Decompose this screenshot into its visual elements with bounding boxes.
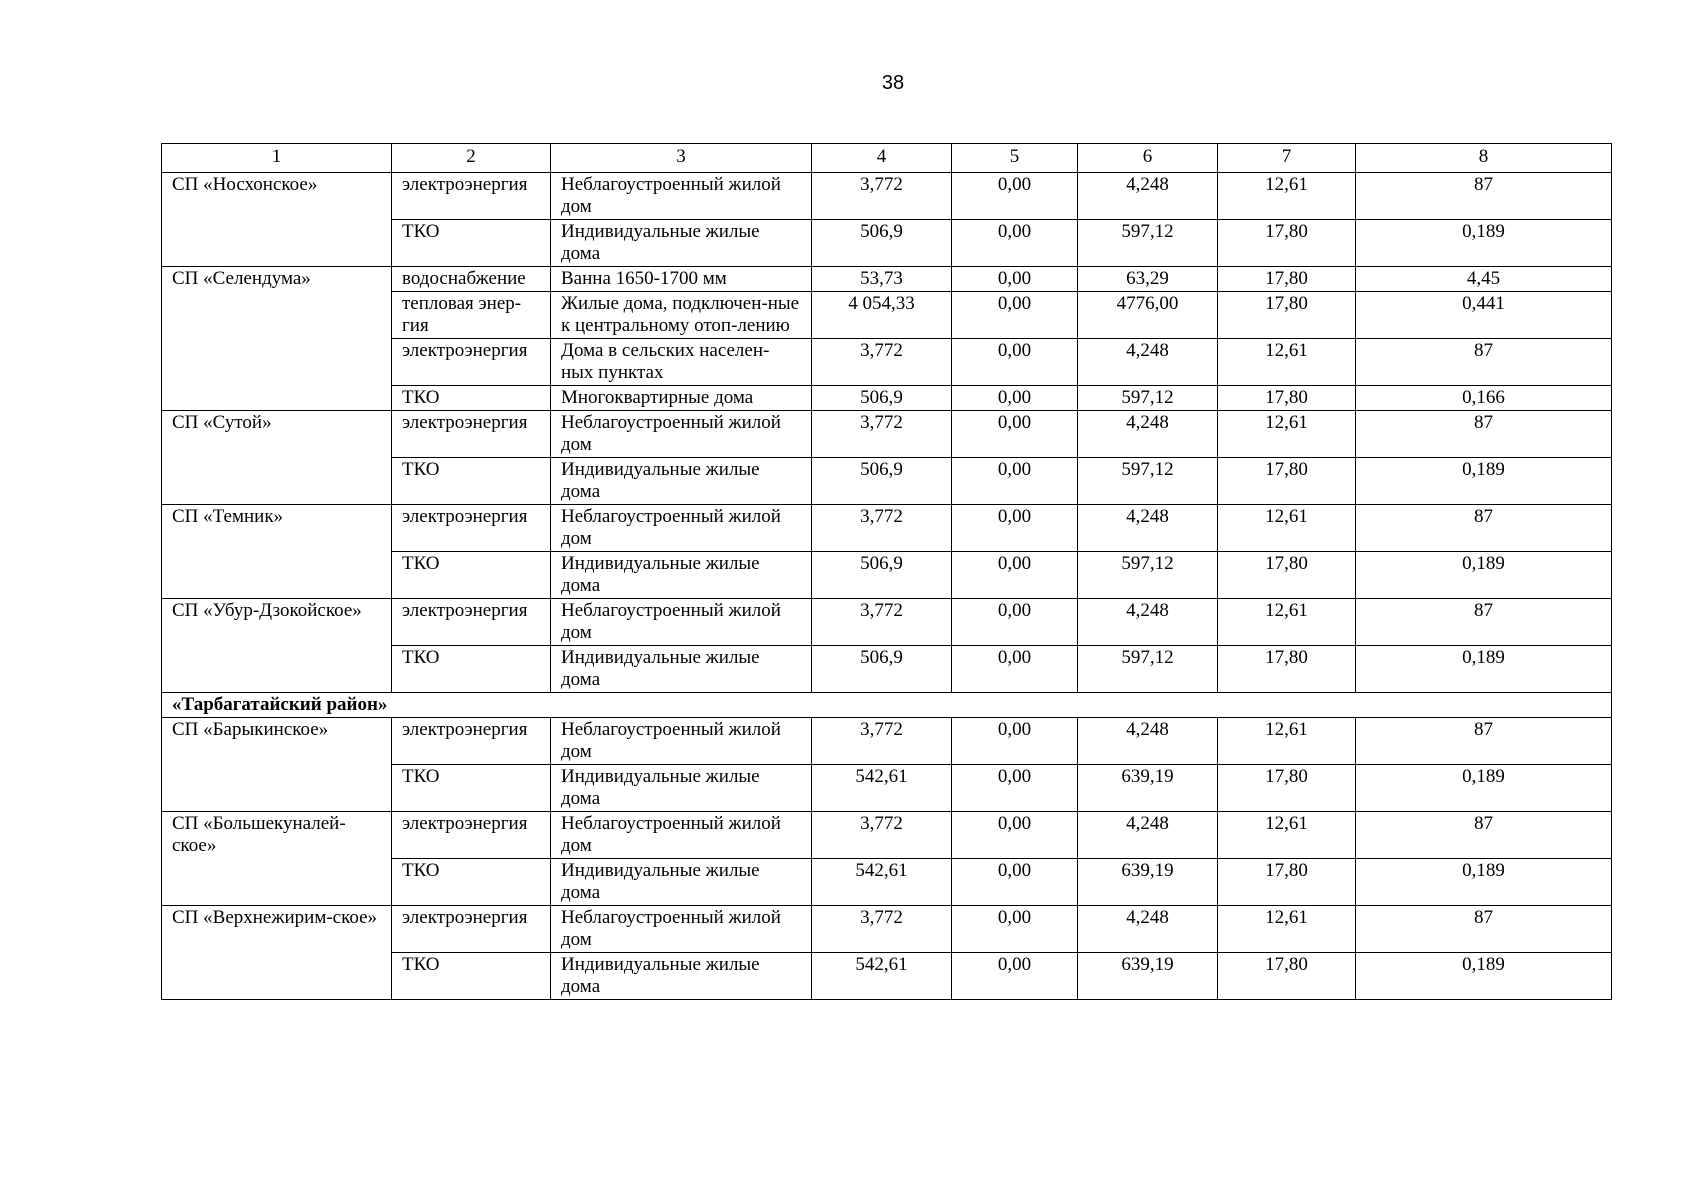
object-cell: Индивидуальные жилые дома bbox=[551, 646, 812, 693]
value-cell-c6: 639,19 bbox=[1078, 859, 1218, 906]
header-cell: 2 bbox=[392, 144, 551, 173]
header-cell: 6 bbox=[1078, 144, 1218, 173]
value-cell-c4: 542,61 bbox=[812, 765, 952, 812]
settlement-cell: СП «Селендума» bbox=[162, 267, 392, 411]
settlement-cell: СП «Верхнежирим-ское» bbox=[162, 906, 392, 1000]
value-cell-c6: 639,19 bbox=[1078, 953, 1218, 1000]
object-cell: Индивидуальные жилые дома bbox=[551, 765, 812, 812]
value-cell-c6: 4,248 bbox=[1078, 599, 1218, 646]
object-cell: Индивидуальные жилые дома bbox=[551, 220, 812, 267]
value-cell-c5: 0,00 bbox=[952, 552, 1078, 599]
value-cell-c8: 87 bbox=[1356, 173, 1612, 220]
value-cell-c7: 17,80 bbox=[1218, 386, 1356, 411]
value-cell-c6: 4,248 bbox=[1078, 906, 1218, 953]
resource-cell: ТКО bbox=[392, 386, 551, 411]
header-cell: 3 bbox=[551, 144, 812, 173]
value-cell-c4: 542,61 bbox=[812, 953, 952, 1000]
settlement-cell: СП «Большекуналей-ское» bbox=[162, 812, 392, 906]
value-cell-c5: 0,00 bbox=[952, 718, 1078, 765]
value-cell-c5: 0,00 bbox=[952, 599, 1078, 646]
object-cell: Жилые дома, подключен-ные к центральному отоп-лению bbox=[551, 292, 812, 339]
value-cell-c8: 87 bbox=[1356, 718, 1612, 765]
value-cell-c4: 3,772 bbox=[812, 505, 952, 552]
object-cell: Многоквартирные дома bbox=[551, 386, 812, 411]
resource-cell: электроэнергия bbox=[392, 812, 551, 859]
resource-cell: ТКО bbox=[392, 458, 551, 505]
table-row bbox=[162, 599, 1612, 646]
value-cell-c5: 0,00 bbox=[952, 859, 1078, 906]
resource-cell: электроэнергия bbox=[392, 505, 551, 552]
table-row bbox=[162, 411, 1612, 458]
object-cell: Неблагоустроенный жилой дом bbox=[551, 505, 812, 552]
resource-cell: электроэнергия bbox=[392, 411, 551, 458]
resource-cell: электроэнергия bbox=[392, 906, 551, 953]
object-cell: Неблагоустроенный жилой дом bbox=[551, 599, 812, 646]
value-cell-c4: 3,772 bbox=[812, 718, 952, 765]
value-cell-c6: 597,12 bbox=[1078, 552, 1218, 599]
value-cell-c4: 3,772 bbox=[812, 173, 952, 220]
value-cell-c5: 0,00 bbox=[952, 505, 1078, 552]
table-row bbox=[162, 267, 1612, 292]
value-cell-c8: 0,189 bbox=[1356, 552, 1612, 599]
value-cell-c6: 597,12 bbox=[1078, 458, 1218, 505]
settlement-cell: СП «Темник» bbox=[162, 505, 392, 599]
value-cell-c8: 0,441 bbox=[1356, 292, 1612, 339]
value-cell-c4: 3,772 bbox=[812, 906, 952, 953]
value-cell-c6: 597,12 bbox=[1078, 386, 1218, 411]
value-cell-c5: 0,00 bbox=[952, 220, 1078, 267]
table-row bbox=[162, 718, 1612, 765]
header-row bbox=[162, 144, 1612, 173]
value-cell-c6: 4,248 bbox=[1078, 339, 1218, 386]
resource-cell: электроэнергия bbox=[392, 718, 551, 765]
value-cell-c4: 3,772 bbox=[812, 339, 952, 386]
resource-cell: электроэнергия bbox=[392, 339, 551, 386]
object-cell: Индивидуальные жилые дома bbox=[551, 953, 812, 1000]
value-cell-c8: 87 bbox=[1356, 505, 1612, 552]
value-cell-c7: 12,61 bbox=[1218, 906, 1356, 953]
value-cell-c7: 17,80 bbox=[1218, 859, 1356, 906]
value-cell-c4: 3,772 bbox=[812, 411, 952, 458]
value-cell-c4: 53,73 bbox=[812, 267, 952, 292]
value-cell-c7: 12,61 bbox=[1218, 173, 1356, 220]
value-cell-c8: 0,189 bbox=[1356, 220, 1612, 267]
resource-cell: ТКО bbox=[392, 646, 551, 693]
value-cell-c4: 506,9 bbox=[812, 386, 952, 411]
object-cell: Индивидуальные жилые дома bbox=[551, 859, 812, 906]
section-row bbox=[162, 693, 1612, 718]
table-row bbox=[162, 505, 1612, 552]
value-cell-c6: 4,248 bbox=[1078, 505, 1218, 552]
value-cell-c7: 12,61 bbox=[1218, 718, 1356, 765]
value-cell-c8: 87 bbox=[1356, 906, 1612, 953]
value-cell-c8: 87 bbox=[1356, 812, 1612, 859]
value-cell-c4: 506,9 bbox=[812, 458, 952, 505]
object-cell: Неблагоустроенный жилой дом bbox=[551, 173, 812, 220]
settlement-cell: СП «Убур-Дзокойское» bbox=[162, 599, 392, 693]
value-cell-c6: 4,248 bbox=[1078, 812, 1218, 859]
value-cell-c7: 17,80 bbox=[1218, 458, 1356, 505]
resource-cell: ТКО bbox=[392, 765, 551, 812]
header-cell: 7 bbox=[1218, 144, 1356, 173]
value-cell-c7: 17,80 bbox=[1218, 267, 1356, 292]
value-cell-c6: 4776,00 bbox=[1078, 292, 1218, 339]
value-cell-c5: 0,00 bbox=[952, 906, 1078, 953]
value-cell-c4: 506,9 bbox=[812, 220, 952, 267]
settlement-cell: СП «Сутой» bbox=[162, 411, 392, 505]
value-cell-c5: 0,00 bbox=[952, 267, 1078, 292]
object-cell: Индивидуальные жилые дома bbox=[551, 458, 812, 505]
value-cell-c8: 0,166 bbox=[1356, 386, 1612, 411]
value-cell-c4: 542,61 bbox=[812, 859, 952, 906]
settlement-cell: СП «Барыкинское» bbox=[162, 718, 392, 812]
table-row bbox=[162, 906, 1612, 953]
object-cell: Дома в сельских населен-ных пунктах bbox=[551, 339, 812, 386]
value-cell-c6: 4,248 bbox=[1078, 173, 1218, 220]
section-title: «Тарбагатайский район» bbox=[162, 693, 1612, 718]
value-cell-c5: 0,00 bbox=[952, 458, 1078, 505]
value-cell-c6: 4,248 bbox=[1078, 411, 1218, 458]
resource-cell: ТКО bbox=[392, 220, 551, 267]
object-cell: Неблагоустроенный жилой дом bbox=[551, 812, 812, 859]
object-cell: Неблагоустроенный жилой дом bbox=[551, 411, 812, 458]
value-cell-c5: 0,00 bbox=[952, 386, 1078, 411]
value-cell-c8: 87 bbox=[1356, 599, 1612, 646]
header-cell: 1 bbox=[162, 144, 392, 173]
value-cell-c5: 0,00 bbox=[952, 812, 1078, 859]
value-cell-c6: 639,19 bbox=[1078, 765, 1218, 812]
value-cell-c8: 87 bbox=[1356, 339, 1612, 386]
value-cell-c8: 87 bbox=[1356, 411, 1612, 458]
header-cell: 8 bbox=[1356, 144, 1612, 173]
value-cell-c5: 0,00 bbox=[952, 339, 1078, 386]
value-cell-c6: 597,12 bbox=[1078, 220, 1218, 267]
value-cell-c4: 3,772 bbox=[812, 599, 952, 646]
value-cell-c7: 12,61 bbox=[1218, 812, 1356, 859]
value-cell-c4: 3,772 bbox=[812, 812, 952, 859]
value-cell-c7: 17,80 bbox=[1218, 953, 1356, 1000]
value-cell-c7: 17,80 bbox=[1218, 765, 1356, 812]
value-cell-c7: 12,61 bbox=[1218, 339, 1356, 386]
value-cell-c5: 0,00 bbox=[952, 411, 1078, 458]
value-cell-c7: 17,80 bbox=[1218, 646, 1356, 693]
value-cell-c6: 597,12 bbox=[1078, 646, 1218, 693]
settlement-cell: СП «Носхонское» bbox=[162, 173, 392, 267]
value-cell-c6: 4,248 bbox=[1078, 718, 1218, 765]
resource-cell: тепловая энер-гия bbox=[392, 292, 551, 339]
resource-cell: водоснабжение bbox=[392, 267, 551, 292]
value-cell-c6: 63,29 bbox=[1078, 267, 1218, 292]
resource-cell: электроэнергия bbox=[392, 173, 551, 220]
value-cell-c8: 0,189 bbox=[1356, 859, 1612, 906]
object-cell: Ванна 1650-1700 мм bbox=[551, 267, 812, 292]
value-cell-c4: 506,9 bbox=[812, 552, 952, 599]
page-number: 38 bbox=[881, 72, 905, 94]
table-row bbox=[162, 812, 1612, 859]
table-row bbox=[162, 173, 1612, 220]
object-cell: Неблагоустроенный жилой дом bbox=[551, 718, 812, 765]
object-cell: Неблагоустроенный жилой дом bbox=[551, 906, 812, 953]
value-cell-c8: 0,189 bbox=[1356, 646, 1612, 693]
value-cell-c8: 4,45 bbox=[1356, 267, 1612, 292]
value-cell-c7: 12,61 bbox=[1218, 599, 1356, 646]
value-cell-c5: 0,00 bbox=[952, 292, 1078, 339]
value-cell-c5: 0,00 bbox=[952, 953, 1078, 1000]
value-cell-c7: 17,80 bbox=[1218, 292, 1356, 339]
value-cell-c7: 12,61 bbox=[1218, 411, 1356, 458]
value-cell-c7: 12,61 bbox=[1218, 505, 1356, 552]
value-cell-c5: 0,00 bbox=[952, 646, 1078, 693]
object-cell: Индивидуальные жилые дома bbox=[551, 552, 812, 599]
resource-cell: ТКО bbox=[392, 552, 551, 599]
value-cell-c7: 17,80 bbox=[1218, 220, 1356, 267]
resource-cell: ТКО bbox=[392, 953, 551, 1000]
value-cell-c8: 0,189 bbox=[1356, 953, 1612, 1000]
header-cell: 5 bbox=[952, 144, 1078, 173]
resource-cell: электроэнергия bbox=[392, 599, 551, 646]
resource-cell: ТКО bbox=[392, 859, 551, 906]
value-cell-c7: 17,80 bbox=[1218, 552, 1356, 599]
value-cell-c5: 0,00 bbox=[952, 173, 1078, 220]
tariff-table bbox=[161, 143, 1612, 1000]
header-cell: 4 bbox=[812, 144, 952, 173]
value-cell-c5: 0,00 bbox=[952, 765, 1078, 812]
value-cell-c8: 0,189 bbox=[1356, 765, 1612, 812]
value-cell-c4: 4 054,33 bbox=[812, 292, 952, 339]
value-cell-c8: 0,189 bbox=[1356, 458, 1612, 505]
value-cell-c4: 506,9 bbox=[812, 646, 952, 693]
